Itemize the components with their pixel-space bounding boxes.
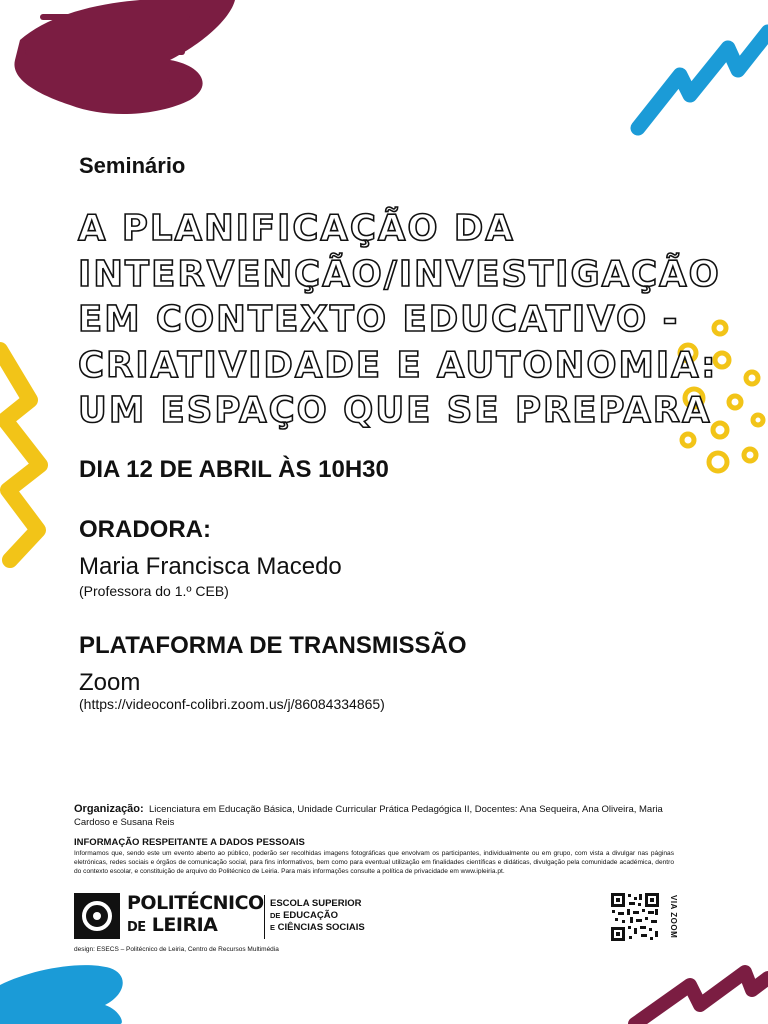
yellow-zigzag-left [0,350,40,560]
speaker-role: (Professora do 1.º CEB) [79,583,229,599]
logo-de: DE [127,920,146,935]
design-credit: design: ESECS – Politécnico de Leiria, Centro de Recursos Multimédia [74,946,279,953]
title-line: INTERVENÇÃO/INVESTIGAÇÃO [78,253,721,295]
logo-line1: POLITÉCNICO [127,892,264,914]
event-type: Seminário [79,153,186,178]
organization-info [74,803,674,829]
school-line1: ESCOLA SUPERIOR [270,898,362,909]
event-title [78,206,721,434]
school-name [270,898,365,934]
maroon-brush-top-left [14,0,235,114]
logo-line2: LEIRIA [151,914,218,936]
privacy-heading: INFORMAÇÃO RESPEITANTE A DADOS PESSOAIS [74,837,305,848]
school-line2: EDUCAÇÃO [283,910,338,921]
platform-url[interactable]: (https://videoconf-colibri.zoom.us/j/86084334865) [79,696,385,712]
maroon-zigzag-bottom-right [635,972,768,1024]
speaker-name: Maria Francisca Macedo [79,553,342,580]
organization-label: Organização: [74,803,144,815]
school-de: DE [270,911,281,920]
platform-name: Zoom [79,669,141,696]
title-line: CRIATIVIDADE E AUTONOMIA: [78,344,718,386]
title-line: EM CONTEXTO EDUCATIVO - [78,299,680,340]
title-line: A PLANIFICAÇÃO DA [78,208,515,249]
blue-zigzag-top-right [638,32,768,128]
event-date: DIA 12 DE ABRIL ÀS 10H30 [79,456,389,483]
school-line3: CIÊNCIAS SOCIAIS [277,922,365,933]
logo-line2-group [127,914,264,939]
logo-divider [264,895,265,939]
privacy-text: Informamos que, sendo este um evento aberto ao público, poderão ser recolhidas imagens fotográficas que envolvam os participantes, individualmente ou em grupo, com vista a divulgar nas páginas eletrónicas, redes sociais e órgãos de comunicação social, para fins informativos, bem como para eventual utilização em finalidades científicas e didáticas, divulgação pela comunidade académica, dentro do contexto escolar, e constituição de arquivo do Politécnico de Leiria. Para mais informações consulte a política de privacidade em www.ipleiria.pt. [74,850,674,875]
title-line: UM ESPAÇO QUE SE PREPARA [78,390,712,431]
school-line2-group [270,910,365,922]
organization-text: Licenciatura em Educação Básica, Unidade Curricular Prática Pedagógica II, Docentes: Ana Sequeira, Ana Oliveira, Maria Cardoso e Susana Reis [74,804,663,828]
politecnico-wordmark [127,892,264,939]
blue-brush-bottom-left [0,965,123,1024]
platform-heading: PLATAFORMA DE TRANSMISSÃO [79,632,467,659]
politecnico-logo-icon [74,893,120,939]
qr-caption: VIA ZOOM [669,895,678,939]
speaker-heading: ORADORA: [79,516,211,543]
qr-code-icon[interactable] [611,893,659,941]
school-e: E [270,923,276,932]
school-line3-group [270,922,365,934]
